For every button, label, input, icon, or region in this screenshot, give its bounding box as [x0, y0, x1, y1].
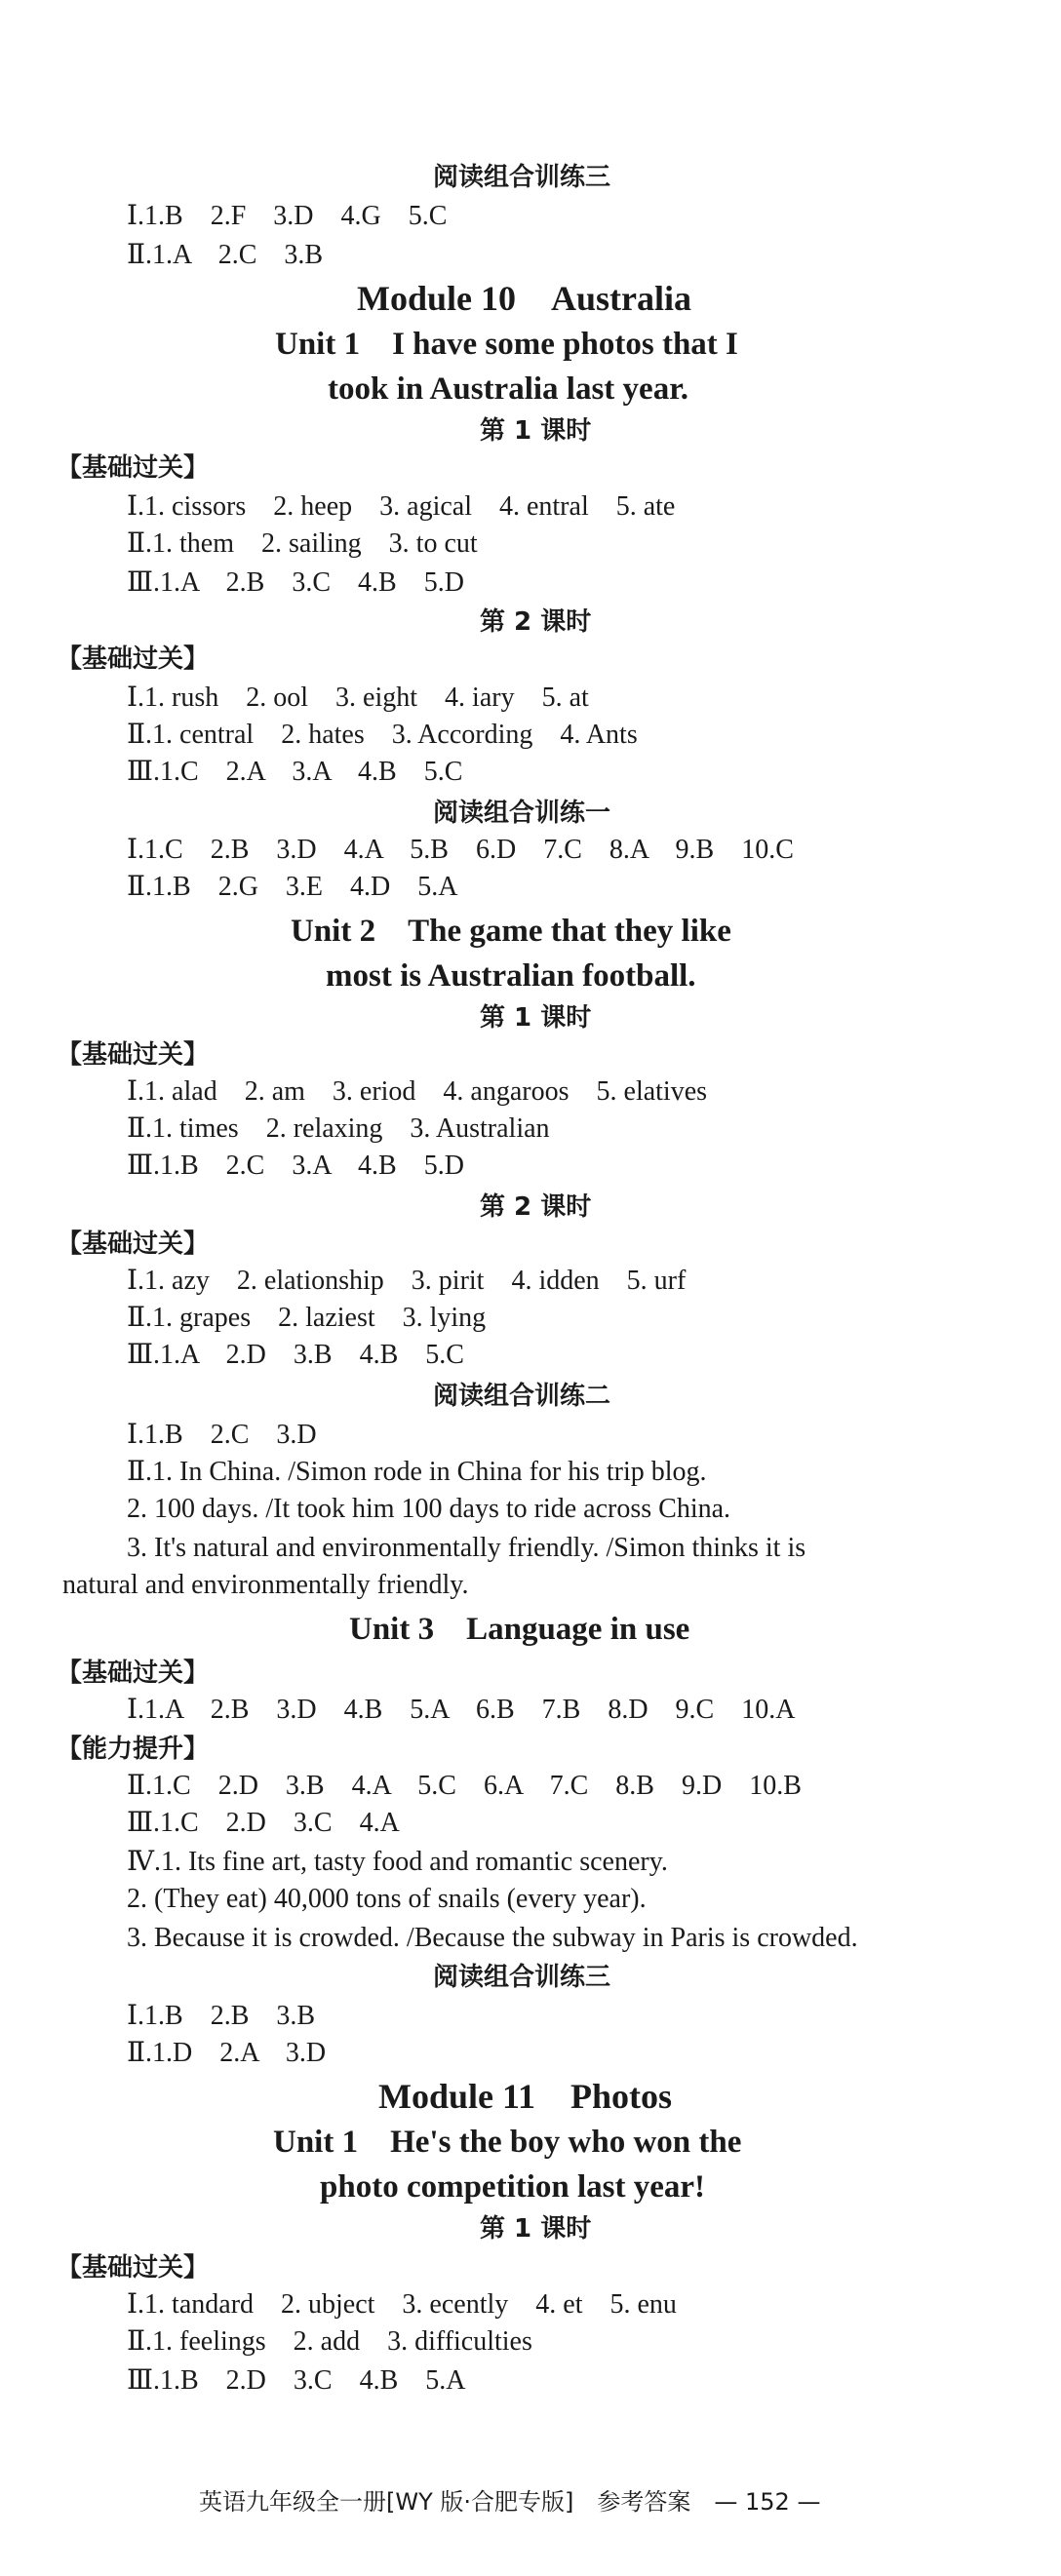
text-line: Unit 1 I have some photos that I — [275, 327, 738, 362]
text-line: Ⅲ.1.A 2.D 3.B 4.B 5.C — [127, 1340, 464, 1370]
text-line: took in Australia last year. — [328, 371, 689, 407]
text-line: Ⅱ.1. times 2. relaxing 3. Australian — [127, 1113, 550, 1144]
text-line: photo competition last year! — [320, 2169, 706, 2205]
text-line: Ⅰ.1. rush 2. ool 3. eight 4. iary 5. at — [127, 683, 589, 713]
text-line: 2. 100 days. /It took him 100 days to ride across China. — [127, 1494, 731, 1524]
text-line: 2. (They eat) 40,000 tons of snails (every year). — [127, 1884, 647, 1914]
text-line: Ⅰ.1.B 2.F 3.D 4.G 5.C — [127, 201, 448, 231]
text-line: Ⅱ.1.B 2.G 3.E 4.D 5.A — [127, 872, 458, 902]
text-line: 【基础过关】 — [57, 644, 210, 674]
text-line: Ⅰ.1.C 2.B 3.D 4.A 5.B 6.D 7.C 8.A 9.B 10.C — [127, 835, 794, 865]
text-line: Ⅰ.1. alad 2. am 3. eriod 4. angaroos 5. elatives — [127, 1076, 708, 1107]
text-line: 阅读组合训练三 — [433, 1963, 611, 1992]
text-line: Ⅱ.1.D 2.A 3.D — [127, 2038, 327, 2068]
text-line: Ⅰ.1. cissors 2. heep 3. agical 4. entral 5. ate — [127, 491, 676, 522]
text-line: 3. It's natural and environmentally friendly. /Simon thinks it is — [127, 1533, 806, 1563]
text-line: 3. Because it is crowded. /Because the subway in Paris is crowded. — [127, 1923, 858, 1953]
text-line: most is Australian football. — [326, 958, 696, 994]
text-line: Ⅰ.1.B 2.C 3.D — [127, 1420, 317, 1450]
text-line: 【基础过关】 — [57, 1229, 210, 1259]
text-line: Ⅰ.1. tandard 2. ubject 3. ecently 4. et 5. enu — [127, 2289, 677, 2320]
text-line: Ⅲ.1.A 2.B 3.C 4.B 5.D — [127, 567, 464, 598]
text-line: Ⅱ.1. central 2. hates 3. According 4. Ants — [127, 720, 638, 750]
text-line: 英语九年级全一册[WY 版·合肥专版] 参考答案 — 152 — — [199, 2488, 821, 2516]
text-line: 【基础过关】 — [57, 2253, 210, 2283]
text-line: Unit 1 He's the boy who won the — [273, 2125, 742, 2160]
text-line: Ⅱ.1. them 2. sailing 3. to cut — [127, 528, 478, 559]
text-line: 第 2 课时 — [480, 1192, 592, 1222]
text-line: Ⅲ.1.B 2.D 3.C 4.B 5.A — [127, 2365, 466, 2396]
text-line: Ⅱ.1. feelings 2. add 3. difficulties — [127, 2326, 532, 2357]
text-line: Ⅰ.1.B 2.B 3.B — [127, 2001, 316, 2031]
text-line: 第 1 课时 — [480, 1003, 592, 1033]
text-line: 【基础过关】 — [57, 453, 210, 483]
text-line: Ⅲ.1.C 2.D 3.C 4.A — [127, 1808, 400, 1838]
text-line: 【基础过关】 — [57, 1659, 210, 1688]
text-line: 第 1 课时 — [480, 2214, 592, 2244]
text-line: Module 10 Australia — [357, 279, 692, 318]
text-line: Module 11 Photos — [378, 2077, 673, 2116]
text-line: Ⅳ.1. Its fine art, tasty food and romantic scenery. — [127, 1847, 668, 1877]
text-line: Unit 2 The game that they like — [291, 914, 731, 949]
text-line: Ⅲ.1.C 2.A 3.A 4.B 5.C — [127, 757, 463, 787]
text-line: 【能力提升】 — [57, 1735, 210, 1764]
text-line: 第 1 课时 — [480, 416, 592, 446]
text-line: 阅读组合训练二 — [433, 1382, 611, 1411]
text-line: Ⅱ.1.A 2.C 3.B — [127, 240, 324, 270]
text-line: 第 2 课时 — [480, 607, 592, 637]
text-line: Ⅰ.1. azy 2. elationship 3. pirit 4. idden 5. urf — [127, 1266, 687, 1296]
text-line: 【基础过关】 — [57, 1040, 210, 1070]
text-line: 阅读组合训练三 — [433, 163, 611, 192]
text-line: Ⅰ.1.A 2.B 3.D 4.B 5.A 6.B 7.B 8.D 9.C 10.A — [127, 1695, 796, 1725]
text-line: Ⅱ.1. grapes 2. laziest 3. lying — [127, 1303, 487, 1333]
text-line: Ⅲ.1.B 2.C 3.A 4.B 5.D — [127, 1151, 464, 1181]
text-line: 阅读组合训练一 — [433, 799, 611, 828]
text-line: natural and environmentally friendly. — [62, 1570, 469, 1600]
text-line: Ⅱ.1.C 2.D 3.B 4.A 5.C 6.A 7.C 8.B 9.D 10.B — [127, 1771, 802, 1801]
text-line: Ⅱ.1. In China. /Simon rode in China for his trip blog. — [127, 1457, 707, 1487]
text-line: Unit 3 Language in use — [349, 1612, 690, 1647]
